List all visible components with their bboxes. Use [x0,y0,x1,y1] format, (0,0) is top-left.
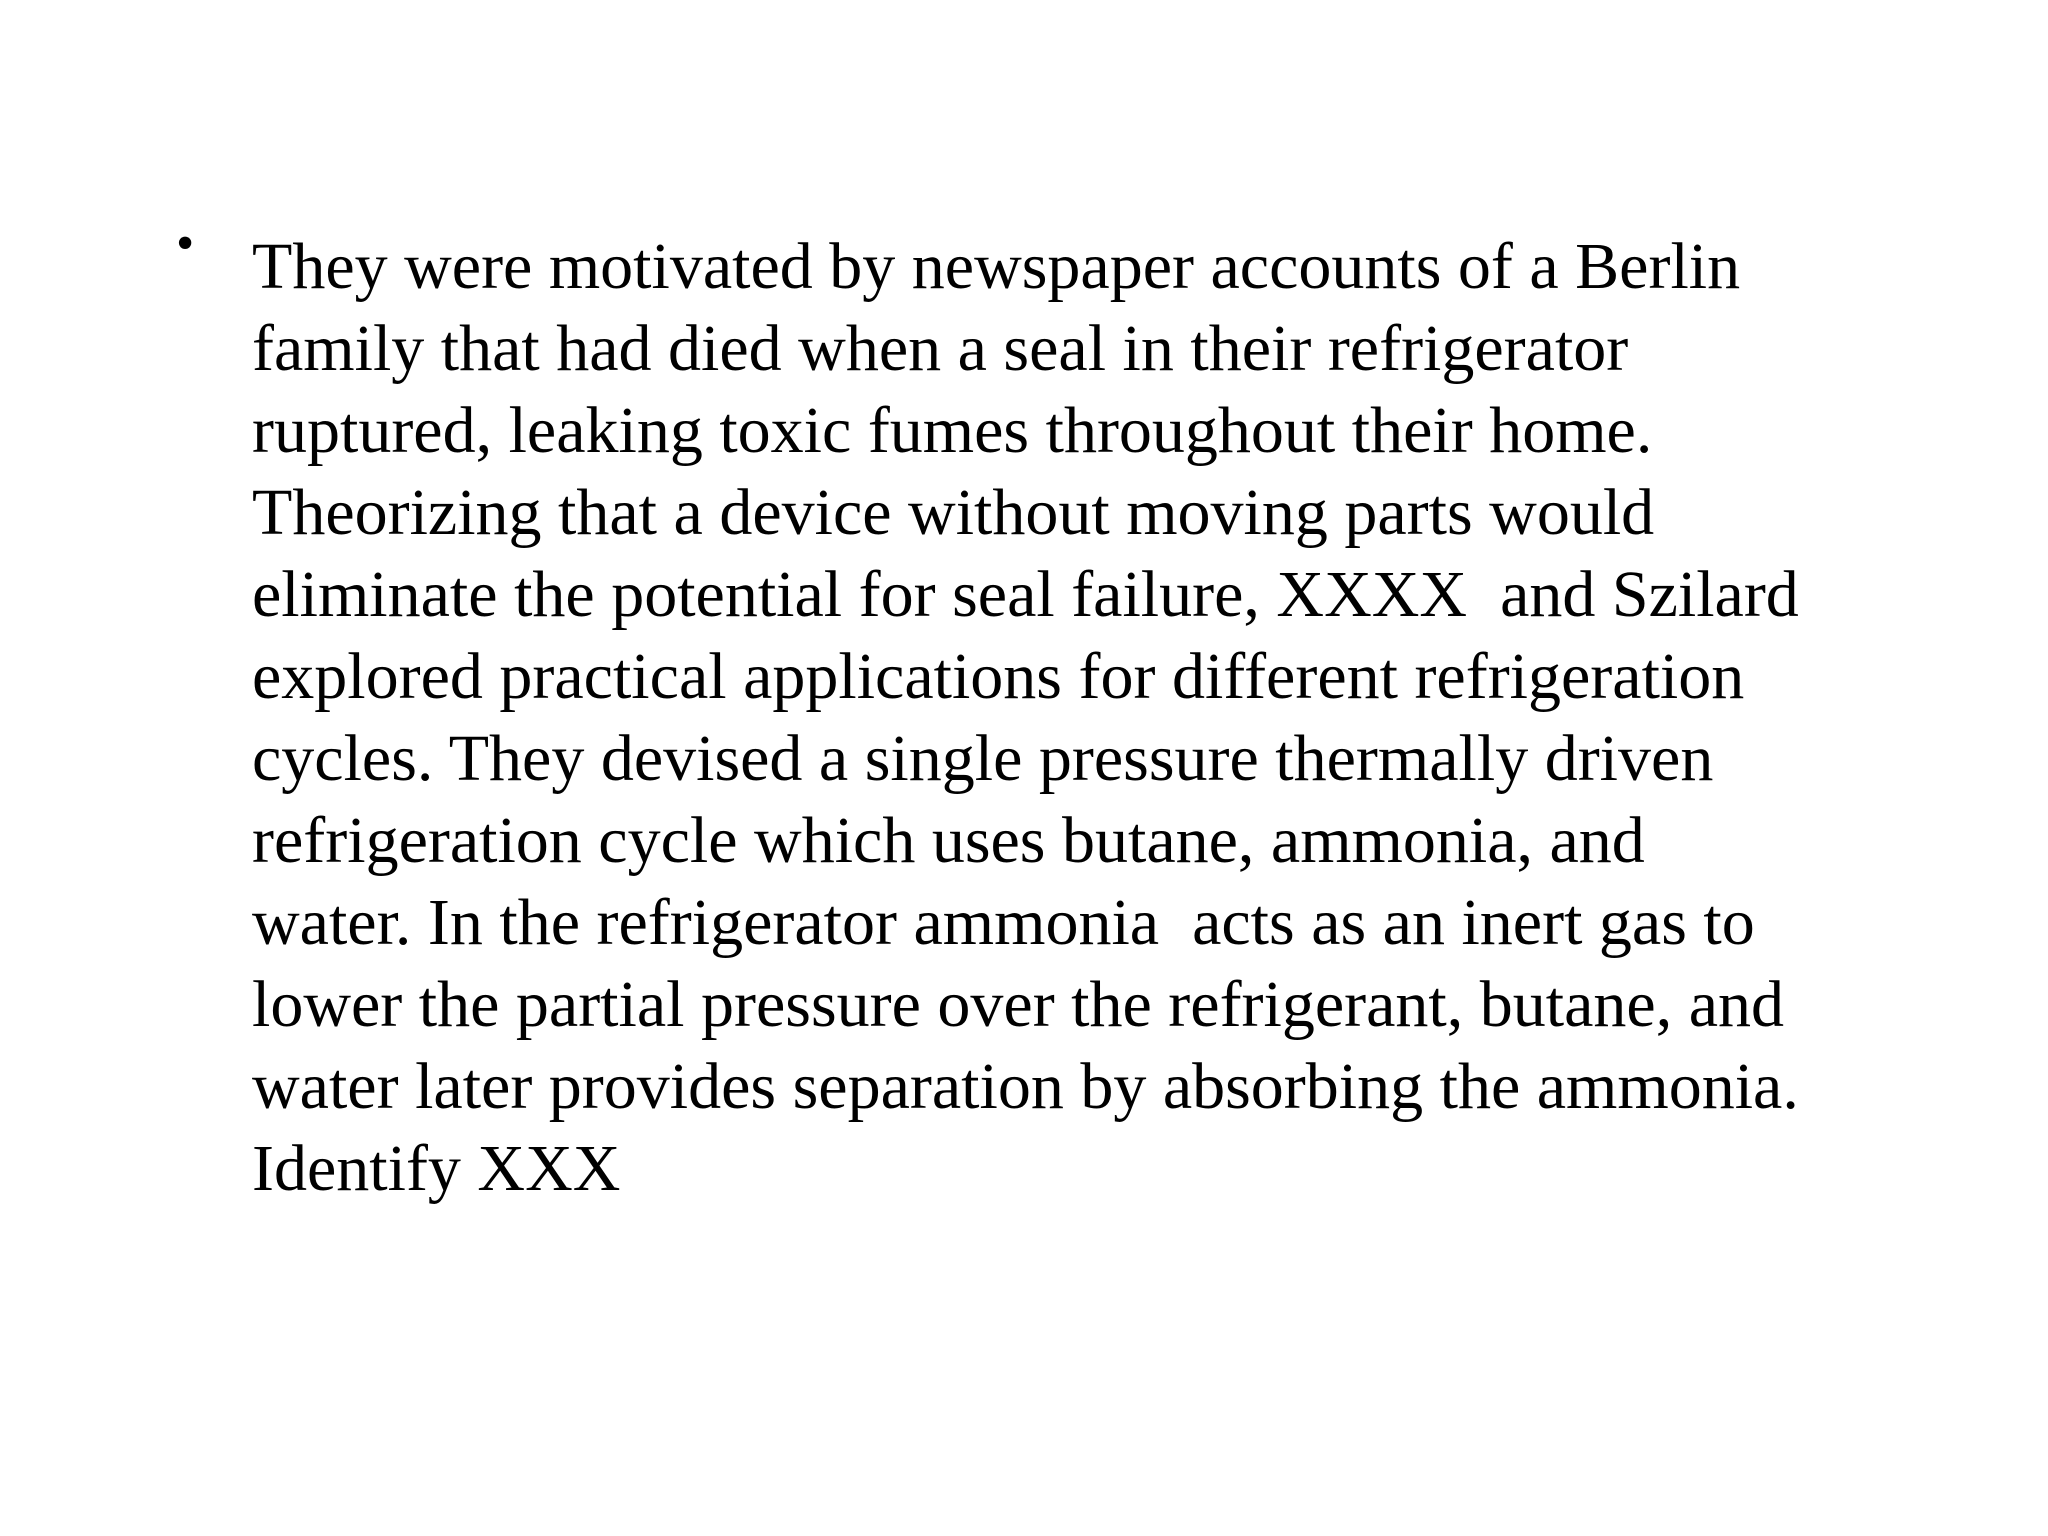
text-line: family that had died when a seal in their refrigerator [252,312,1629,385]
bullet-point: • [176,215,195,272]
text-line: Theorizing that a device without moving parts would [252,476,1655,549]
text-line: They were motivated by newspaper accounts of a Berlin [252,230,1741,303]
text-line: refrigeration cycle which uses butane, ammonia, and [252,804,1645,877]
text-line: Identify XXX [252,1132,621,1205]
text-line: ruptured, leaking toxic fumes throughout their home. [252,394,1653,467]
text-line: explored practical applications for different refrigeration [252,640,1745,713]
text-line: water. In the refrigerator ammonia acts as an inert gas to [252,886,1755,959]
text-line: cycles. They devised a single pressure thermally driven [252,722,1714,795]
text-line: lower the partial pressure over the refrigerant, butane, and [252,968,1784,1041]
bullet-text [252,226,1912,1210]
text-line: water later provides separation by absorbing the ammonia. [252,1050,1799,1123]
text-line: eliminate the potential for seal failure, XXXX and Szilard [252,558,1799,631]
